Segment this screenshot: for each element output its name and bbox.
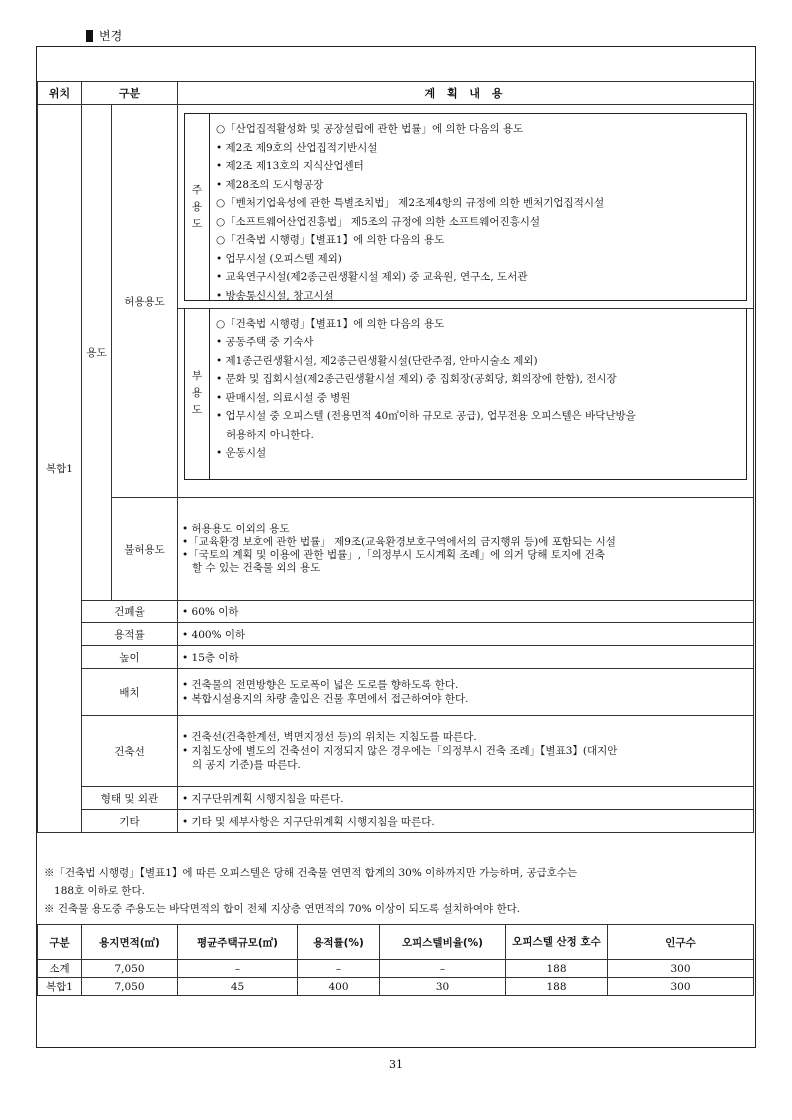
header-location: 위치 <box>38 82 82 105</box>
summary-table <box>37 924 754 996</box>
list-item: • 지침도상에 별도의 건축선이 지정되지 않은 경우에는「의정부시 건축 조례」【별표3】(대지안 <box>182 745 618 757</box>
form-label: 형태 및 외관 <box>82 787 178 810</box>
height-label: 높이 <box>82 646 178 669</box>
list-item: 의 공지 기준)를 따른다. <box>182 759 301 771</box>
etc-label: 기타 <box>82 810 178 833</box>
sub-use-box <box>184 309 747 480</box>
summary-cell: 소계 <box>38 960 82 978</box>
building-line-cell <box>178 716 754 787</box>
summary-cell: 30 <box>380 978 506 996</box>
far-label: 용적률 <box>82 623 178 646</box>
list-item: •「국토의 계획 및 이용에 관한 법률」,「의정부시 도시계획 조례」에 의거 당해 토지에 건축 <box>182 549 605 561</box>
section-title <box>86 27 122 44</box>
summary-cell: 400 <box>298 978 380 996</box>
summary-cell: – <box>178 960 298 978</box>
main-use-label-char: 도 <box>191 217 203 230</box>
summary-header: 인구수 <box>608 925 754 960</box>
permitted-label: 허용용도 <box>112 105 178 498</box>
list-item: • 운동시설 <box>216 447 267 460</box>
summary-cell: 7,050 <box>82 960 178 978</box>
list-item: • 건축물의 전면방향은 도로폭이 넓은 도로를 향하도록 한다. <box>182 679 459 691</box>
list-item: • 제2조 제13호의 지식산업센터 <box>216 160 364 172</box>
sub-use-label-char: 도 <box>191 404 203 417</box>
summary-cell: 300 <box>608 960 754 978</box>
page-number: 31 <box>389 1058 403 1071</box>
list-item: ○「건축법 시행령」【별표1】에 의한 다음의 용도 <box>216 234 445 246</box>
list-item: •「교육환경 보호에 관한 법률」 제9조(교육환경보호구역에서의 금지행위 등)에 포함되는 시설 <box>182 536 616 548</box>
list-item: ○「소프트웨어산업진흥법」 제5조의 규정에 의한 소프트웨어진흥시설 <box>216 215 541 228</box>
sub-use-label-char: 부 <box>191 370 203 383</box>
header-plan: 계 획 내 용 <box>178 82 754 105</box>
summary-cell: – <box>298 960 380 978</box>
use-label: 용도 <box>82 105 112 601</box>
list-item: • 문화 및 집회시설(제2종근린생활시설 제외) 중 집회장(공회당, 회의장에 한함), 전시장 <box>216 373 617 386</box>
list-item: 할 수 있는 건축물 외의 용도 <box>182 562 321 574</box>
sub-use-label <box>185 309 210 479</box>
layout-label: 배치 <box>82 669 178 716</box>
section-marker-icon <box>86 30 93 42</box>
note-line: ※「건축법 시행령」【별표1】에 따른 오피스텔은 당해 건축물 연면적 합계의 30% 이하까지만 가능하며, 공급호수는 <box>44 867 578 879</box>
list-item: • 제28조의 도시형공장 <box>216 178 324 191</box>
summary-header: 오피스텔 산정 호수 <box>506 925 608 960</box>
main-use-label-char: 주 <box>191 183 203 196</box>
list-item: • 건축선(건축한계선, 벽면지정선 등)의 위치는 지침도를 따른다. <box>182 731 477 743</box>
list-item: • 교육연구시설(제2종근린생활시설 제외) 중 교육원, 연구소, 도서관 <box>216 271 528 283</box>
main-use-list <box>210 114 746 300</box>
main-use-box <box>184 113 747 301</box>
sub-use-label-char: 용 <box>191 387 203 400</box>
permitted-main-cell <box>178 105 754 309</box>
summary-header: 오피스텔비율(%) <box>380 925 506 960</box>
building-line-label: 건축선 <box>82 716 178 787</box>
sub-use-list <box>210 309 746 479</box>
note-line: 188호 이하로 한다. <box>44 885 145 897</box>
summary-header: 평균주택규모(㎡) <box>178 925 298 960</box>
summary-cell: 188 <box>506 978 608 996</box>
list-item: • 제2조 제9호의 산업집적기반시설 <box>216 141 378 154</box>
list-item: • 제1종근린생활시설, 제2종근린생활시설(단란주점, 안마시술소 제외) <box>216 354 538 367</box>
layout-cell <box>178 669 754 716</box>
summary-cell: 188 <box>506 960 608 978</box>
header-division: 구분 <box>82 82 178 105</box>
list-item: ○「산업집적활성화 및 공장설립에 관한 법률」에 의한 다음의 용도 <box>216 123 524 135</box>
list-item: ○「벤처기업육성에 관한 특별조치법」 제2조제4항의 규정에 의한 벤처기업집적시설 <box>216 197 605 209</box>
summary-cell: 45 <box>178 978 298 996</box>
summary-header: 용적률(%) <box>298 925 380 960</box>
list-item: • 업무시설 (오피스텔 제외) <box>216 252 342 265</box>
prohibited-label: 불허용도 <box>112 498 178 601</box>
list-item: • 공동주택 중 기숙사 <box>216 336 314 349</box>
list-item: 허용하지 아니한다. <box>216 428 314 441</box>
list-item: • 판매시설, 의료시설 중 병원 <box>216 391 351 404</box>
summary-cell: 복합1 <box>38 978 82 996</box>
form-value: • 지구단위계획 시행지침을 따른다. <box>178 787 754 810</box>
summary-cell: – <box>380 960 506 978</box>
coverage-label: 건폐율 <box>82 601 178 623</box>
permitted-sub-cell <box>178 308 754 497</box>
location-cell: 복합1 <box>38 105 82 833</box>
far-value: • 400% 이하 <box>178 623 754 646</box>
prohibited-cell <box>178 498 754 601</box>
list-item: • 업무시설 중 오피스텔 (전용면적 40㎡이하 규모로 공급), 업무전용 오피스텔은 바닥난방을 <box>216 410 636 423</box>
table-row <box>38 978 754 996</box>
table-row <box>38 960 754 978</box>
summary-cell: 7,050 <box>82 978 178 996</box>
list-item: • 방송통신시설, 창고시설 <box>216 289 334 302</box>
list-item: • 허용용도 이외의 용도 <box>182 523 290 535</box>
list-item: • 복합시설용지의 차량 출입은 건물 후면에서 접근하여야 한다. <box>182 693 469 705</box>
list-item: ○「건축법 시행령」【별표1】에 의한 다음의 용도 <box>216 317 445 330</box>
summary-header: 용지면적(㎡) <box>82 925 178 960</box>
main-use-label-char: 용 <box>191 200 203 213</box>
section-title-text: 변경 <box>99 29 123 43</box>
coverage-value: • 60% 이하 <box>178 601 754 623</box>
etc-value: • 기타 및 세부사항은 지구단위계획 시행지침을 따른다. <box>178 810 754 833</box>
main-use-label <box>185 114 210 300</box>
height-value: • 15층 이하 <box>178 646 754 669</box>
summary-cell: 300 <box>608 978 754 996</box>
summary-header: 구분 <box>38 925 82 960</box>
notes <box>44 864 754 918</box>
plan-table <box>37 81 754 833</box>
note-line: ※ 건축물 용도중 주용도는 바닥면적의 합이 전체 지상층 연면적의 70% 이상이 되도록 설치하여야 한다. <box>44 903 521 915</box>
